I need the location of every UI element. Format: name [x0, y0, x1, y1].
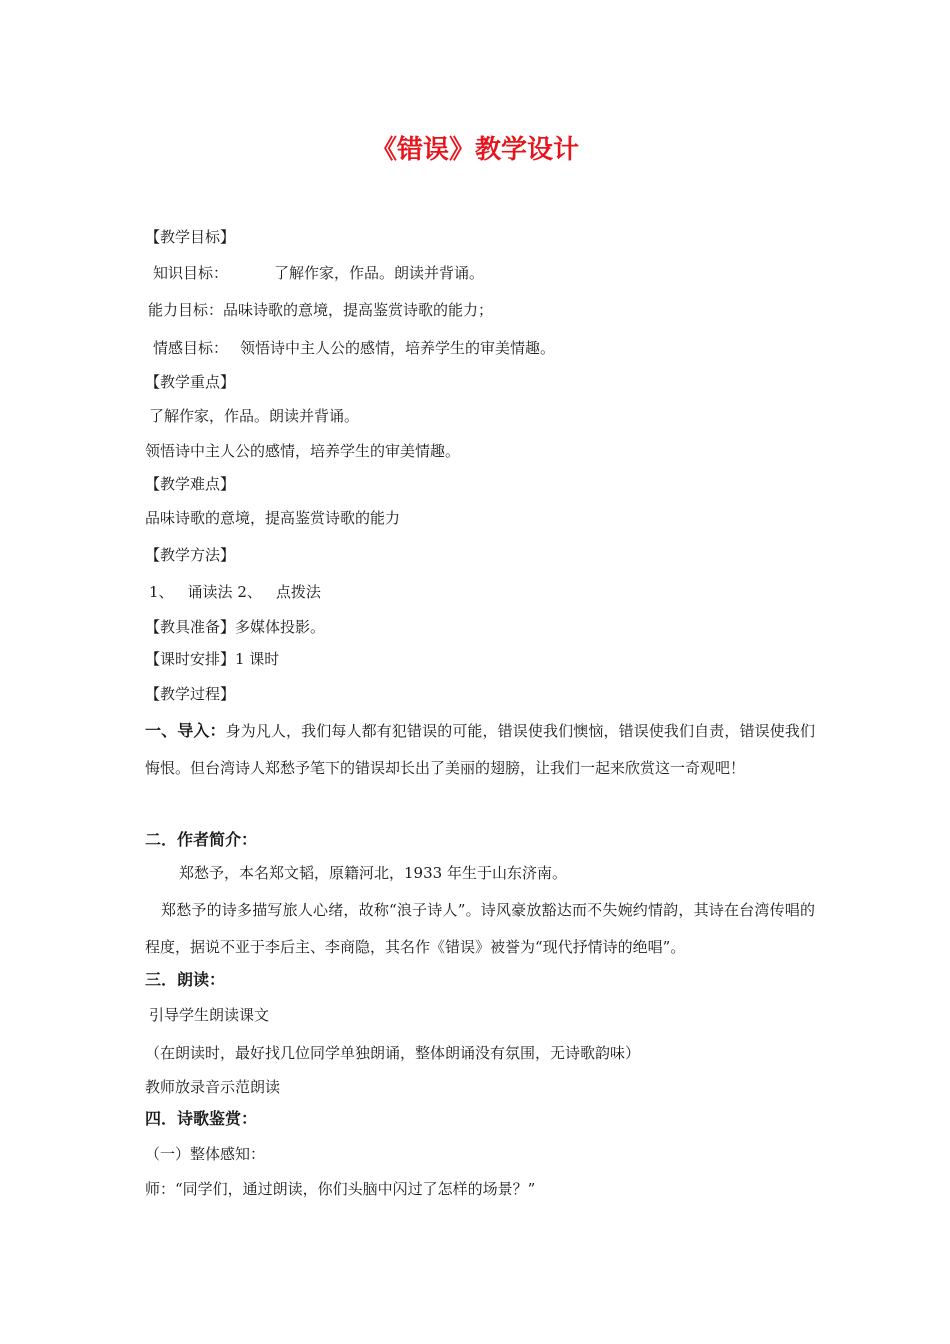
reading-1-text: 引导学生朗读课文	[149, 1006, 270, 1024]
reading-heading: 三．朗读：	[145, 970, 226, 989]
appreciation-heading: 四．诗歌鉴赏：	[145, 1109, 258, 1128]
document-title: 《错误》教学设计	[370, 135, 579, 165]
ability-text: 能力目标：品味诗歌的意境，提高鉴赏诗歌的能力；	[148, 301, 494, 319]
intro-paragraph	[145, 712, 815, 787]
method-heading: 【教学方法】	[145, 546, 236, 564]
method-1-num: 1、	[149, 583, 174, 601]
difficulty-1: 品味诗歌的意境，提高鉴赏诗歌的能力	[145, 509, 401, 527]
knowledge-text: 了解作家，作品。朗读并背诵。	[274, 264, 485, 282]
emotion-text: 领悟诗中主人公的感情，培养学生的审美情趣。	[240, 339, 556, 357]
author-paragraph-1	[145, 861, 815, 885]
knowledge-objective	[145, 261, 815, 285]
schedule-line: 【课时安排】1 课时	[145, 650, 280, 668]
author-paragraph-2: 郑愁予的诗多描写旅人心绪，故称“浪子诗人”。诗风豪放豁达而不失婉约情韵，其诗在台湾传唱的程度，据说不亚于李后主、李商隐，其名作《错误》被誉为“现代抒情诗的绝唱”。	[145, 901, 815, 956]
difficulty-heading: 【教学难点】	[145, 475, 236, 493]
method-2-text: 点拨法	[275, 583, 321, 601]
method-1-text: 诵读法 2、	[187, 583, 262, 601]
key-point-2: 领悟诗中主人公的感情，培养学生的审美情趣。	[145, 442, 461, 460]
reading-2: （在朗读时，最好找几位同学单独朗诵，整体朗诵没有氛围，无诗歌韵味）	[145, 1044, 641, 1062]
teacher-line: 师：“同学们，通过朗读，你们头脑中闪过了怎样的场景？”	[145, 1180, 536, 1198]
method-list	[145, 580, 815, 604]
intro-text: 身为凡人，我们每人都有犯错误的可能，错误使我们懊恼，错误使我们自责，错误使我们悔恨。但台湾诗人郑愁予笔下的错误却长出了美丽的翅膀，让我们一起来欣赏这一奇观吧！	[145, 722, 815, 777]
objectives-heading: 【教学目标】	[145, 228, 236, 246]
process-heading: 【教学过程】	[145, 685, 236, 703]
appreciation-subheading: （一）整体感知：	[145, 1145, 266, 1163]
author-paragraph-1-text: 郑愁予，本名郑文韬，原籍河北，1933 年生于山东济南。	[179, 864, 567, 882]
key-point-1-text: 了解作家，作品。朗读并背诵。	[149, 407, 360, 425]
tools-line: 【教具准备】多媒体投影。	[145, 618, 326, 636]
emotion-label: 情感目标：	[153, 339, 229, 357]
key-point-1	[145, 404, 815, 428]
intro-lead: 一、导入：	[145, 721, 226, 740]
emotion-objective	[145, 336, 815, 360]
reading-3: 教师放录音示范朗读	[145, 1078, 281, 1096]
reading-1	[145, 1003, 815, 1027]
knowledge-label: 知识目标：	[153, 264, 229, 282]
ability-objective	[145, 298, 815, 322]
key-points-heading: 【教学重点】	[145, 373, 236, 391]
author-heading: 二．作者简介：	[145, 830, 258, 849]
